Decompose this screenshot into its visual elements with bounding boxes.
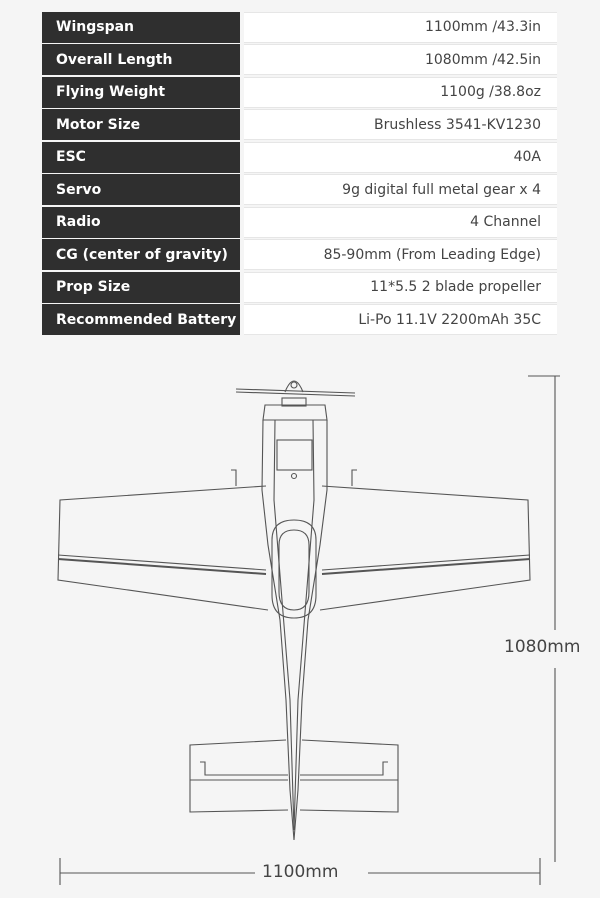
right-wing — [320, 486, 530, 610]
spec-label: Overall Length — [42, 44, 240, 75]
cowl-panel — [277, 440, 312, 470]
right-aileron-line — [322, 559, 530, 574]
fuselage-outline — [262, 420, 327, 840]
left-wing — [58, 486, 268, 610]
spec-value: 9g digital full metal gear x 4 — [244, 174, 557, 205]
spec-value: 1100mm /43.3in — [244, 12, 557, 43]
fuselage-line — [294, 420, 314, 830]
canopy-inner — [279, 530, 309, 610]
spinner-tip — [291, 382, 297, 388]
spec-label: Wingspan — [42, 12, 240, 43]
spec-value: 85-90mm (From Leading Edge) — [244, 239, 557, 270]
spec-label: Servo — [42, 174, 240, 205]
left-elevator-line — [200, 762, 288, 775]
spec-value: 4 Channel — [244, 207, 557, 238]
spec-label: ESC — [42, 142, 240, 173]
spec-value: Brushless 3541-KV1230 — [244, 109, 557, 140]
spec-value: 11*5.5 2 blade propeller — [244, 272, 557, 303]
spec-label: CG (center of gravity) — [42, 239, 240, 270]
length-dimension-label: 1080mm — [504, 637, 581, 657]
spec-value: 40A — [244, 142, 557, 173]
cowl — [263, 405, 327, 420]
fuselage-line — [274, 420, 294, 830]
left-stabilizer — [190, 740, 288, 812]
spec-label: Recommended Battery — [42, 304, 240, 335]
spec-value: Li-Po 11.1V 2200mAh 35C — [244, 304, 557, 335]
cg-mark — [292, 474, 297, 479]
spec-label: Flying Weight — [42, 77, 240, 108]
spec-value: 1100g /38.8oz — [244, 77, 557, 108]
spec-label: Motor Size — [42, 109, 240, 140]
spec-label: Prop Size — [42, 272, 240, 303]
spec-label: Radio — [42, 207, 240, 238]
wingspan-dimension-label: 1100mm — [262, 862, 339, 882]
left-aileron-line — [58, 559, 266, 574]
left-aileron-line — [58, 555, 266, 570]
spec-value: 1080mm /42.5in — [244, 44, 557, 75]
right-elevator-line — [300, 762, 388, 775]
right-wing-tab — [352, 470, 357, 486]
right-stabilizer — [300, 740, 398, 812]
left-wing-tab — [231, 470, 236, 486]
right-aileron-line — [322, 555, 530, 570]
